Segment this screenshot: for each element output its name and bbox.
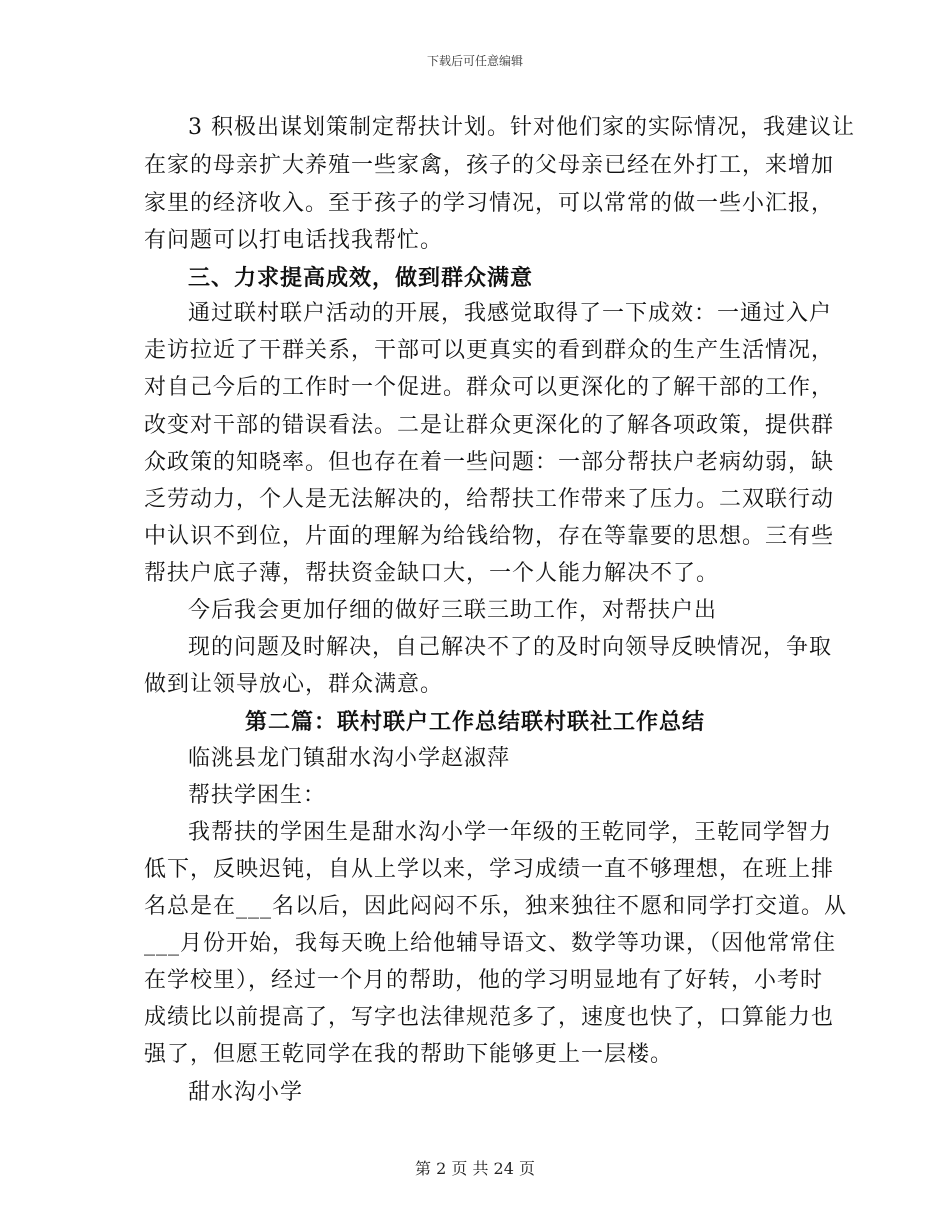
paragraph-line: 乏劳动力，个人是无法解决的，给帮扶工作带来了压力。二双联行动 xyxy=(144,487,835,512)
paragraph-line: 帮扶户底子薄，帮扶资金缺口大，一个人能力解决不了。 xyxy=(144,561,720,586)
paragraph-line: 在学校里），经过一个月的帮助，他的学习明显地有了好转，小考时 xyxy=(144,968,824,993)
paragraph-line: 改变对干部的错误看法。二是让群众更深化的了解各项政策，提供群 xyxy=(144,413,835,438)
paragraph-line: 家里的经济收入。至于孩子的学习情况，可以常常的做一些小汇报， xyxy=(144,191,835,216)
paragraph-line: 中认识不到位，片面的理解为给钱给物，存在等靠要的思想。三有些 xyxy=(144,524,835,549)
paragraph-line: 在家的母亲扩大养殖一些家禽，孩子的父母亲已经在外打工，来增加 xyxy=(144,153,835,178)
page-footer: 第 2 页 共 24 页 xyxy=(415,1159,535,1178)
page-header: 下载后可任意编辑 xyxy=(426,54,523,68)
paragraph-line: 成绩比以前提高了，写字也法律规范多了，速度也快了，口算能力也 xyxy=(144,1005,835,1030)
paragraph-line: 低下，反映迟钝，自从上学以来，学习成绩一直不够理想，在班上排 xyxy=(144,857,835,882)
paragraph-line: 做到让领导放心，群众满意。 xyxy=(144,672,444,697)
paragraph-line: 我帮扶的学困生是甜水沟小学一年级的王乾同学，王乾同学智力 xyxy=(188,820,833,845)
paragraph-line: 现的问题及时解决，自己解决不了的及时向领导反映情况，争取 xyxy=(188,635,833,660)
signature-line: 甜水沟小学 xyxy=(188,1080,304,1105)
chapter-title: 第二篇：联村联户工作总结联村联社工作总结 xyxy=(244,709,705,735)
paragraph-line: 强了，但愿王乾同学在我的帮助下能够更上一层楼。 xyxy=(144,1042,674,1067)
paragraph-line: 通过联村联户活动的开展，我感觉取得了一下成效：一通过入户 xyxy=(188,301,833,326)
paragraph-line: 走访拉近了干群关系，干部可以更真实的看到群众的生产生活情况， xyxy=(144,338,835,363)
paragraph-line: 对自己今后的工作时一个促进。群众可以更深化的了解干部的工作， xyxy=(144,375,835,400)
paragraph-line: 名总是在___名以后，因此闷闷不乐，独来独往不愿和同学打交道。从 xyxy=(144,894,848,919)
paragraph-line: 众政策的知晓率。但也存在着一些问题：一部分帮扶户老病幼弱，缺 xyxy=(144,450,835,475)
paragraph-line: 有问题可以打电话找我帮忙。 xyxy=(144,228,444,253)
paragraph-line: ___月份开始，我每天晚上给他辅导语文、数学等功课，（因他常常住 xyxy=(144,931,837,956)
paragraph-line: 3 积极出谋划策制定帮扶计划。针对他们家的实际情况，我建议让 xyxy=(188,115,855,140)
paragraph-line: 今后我会更加仔细的做好三联三助工作，对帮扶户出 xyxy=(188,598,718,623)
author-line: 临洮县龙门镇甜水沟小学赵淑萍 xyxy=(188,746,511,771)
section-heading: 三、力求提高成效，做到群众满意 xyxy=(188,265,534,291)
subheading: 帮扶学困生： xyxy=(188,783,327,808)
